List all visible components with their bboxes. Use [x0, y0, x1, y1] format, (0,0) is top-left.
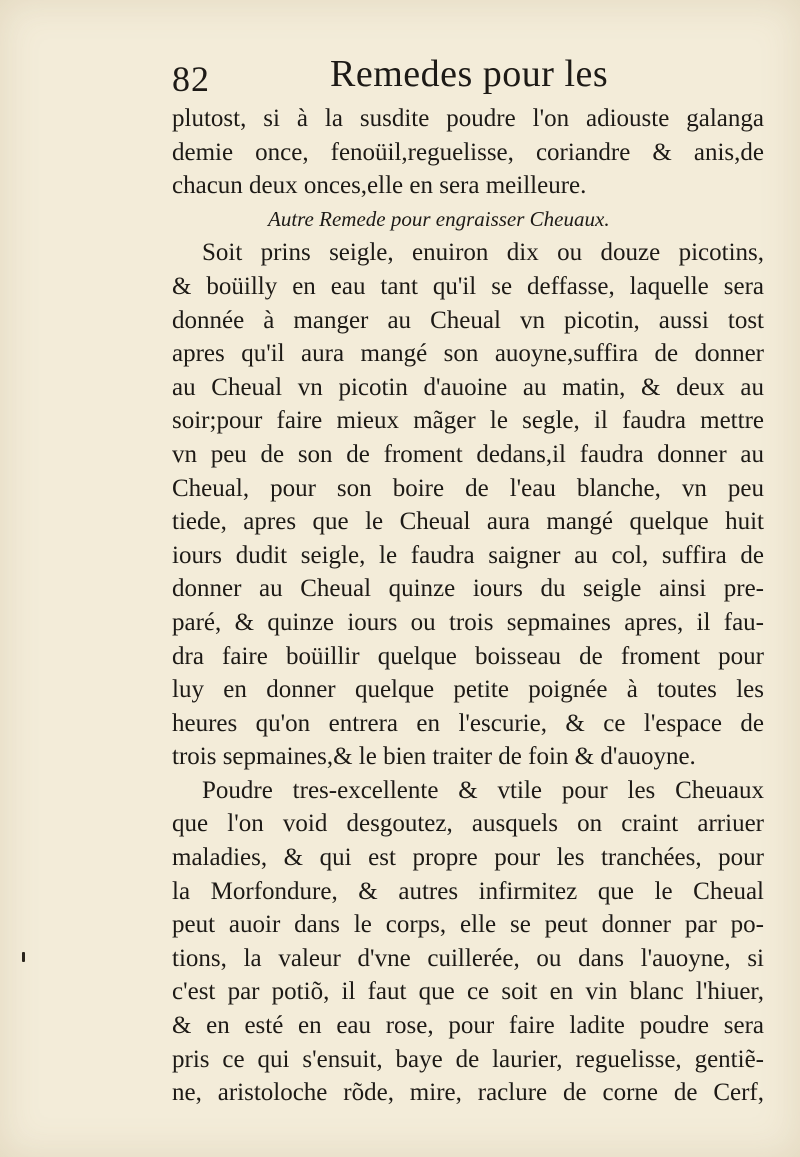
running-title: Remedes pour les [330, 53, 609, 95]
text-line: paré, & quinze iours ou trois sepmaines apres, il fau- [172, 608, 764, 636]
ink-speck [22, 952, 25, 962]
text-line: donner au Cheual quinze iours du seigle ainsi pre- [172, 575, 764, 603]
text-line: dra faire boüillir quelque boisseau de froment pour [172, 642, 764, 670]
text-line: soir;pour faire mieux mãger le segle, il faudra mettre [172, 407, 764, 435]
text-line: que l'on void desgoutez, ausquels on craint arriuer [172, 810, 764, 838]
text-body [172, 102, 764, 1110]
text-line: luy en donner quelque petite poignée à toutes les [172, 676, 764, 704]
text-line: donnée à manger au Cheual vn picotin, aussi tost [172, 306, 764, 334]
page-header [172, 52, 772, 100]
text-line: Poudre tres-excellente & vtile pour les Cheuaux [202, 776, 764, 804]
text-line: tions, la valeur d'vne cuillerée, ou dans l'auoyne, si [172, 944, 764, 972]
text-line: peut auoir dans le corps, elle se peut donner par po- [172, 911, 764, 939]
text-line: la Morfondure, & autres infirmitez que le Cheual [172, 877, 764, 905]
text-line: vn peu de son de froment dedans,il faudra donner au [172, 440, 764, 468]
text-line: Cheual, pour son boire de l'eau blanche, vn peu [172, 474, 764, 502]
text-line: chacun deux onces,elle en sera meilleure. [172, 172, 587, 200]
text-line: tiede, apres que le Cheual aura mangé quelque huit [172, 508, 764, 536]
section-heading: Autre Remede pour engraisser Cheuaux. [268, 206, 610, 231]
text-line: c'est par potiõ, il faut que ce soit en vin blanc l'hiuer, [172, 978, 764, 1006]
text-line: iours dudit seigle, le faudra saigner au col, suffira de [172, 541, 764, 569]
text-line: heures qu'on entrera en l'escurie, & ce l'espace de [172, 709, 764, 737]
text-line: demie once, fenoüil,reguelisse, coriandre & anis,de [172, 138, 764, 166]
text-line: & boüilly en eau tant qu'il se deffasse, laquelle sera [172, 272, 764, 300]
text-line: pris ce qui s'ensuit, baye de laurier, reguelisse, gentiẽ- [172, 1045, 764, 1073]
text-line: Soit prins seigle, enuiron dix ou douze picotins, [202, 239, 764, 267]
text-line: & en esté en eau rose, pour faire ladite poudre sera [172, 1012, 764, 1040]
text-line: trois sepmaines,& le bien traiter de foin & d'auoyne. [172, 743, 696, 771]
text-line: apres qu'il aura mangé son auoyne,suffira de donner [172, 340, 764, 368]
text-line: au Cheual vn picotin d'auoine au matin, & deux au [172, 373, 764, 401]
page-number: 82 [172, 59, 210, 99]
text-line: plutost, si à la susdite poudre l'on adiouste galanga [172, 105, 764, 132]
text-line: maladies, & qui est propre pour les tranchées, pour [172, 844, 764, 872]
text-line: ne, aristoloche rõde, mire, raclure de corne de Cerf, [172, 1079, 764, 1107]
